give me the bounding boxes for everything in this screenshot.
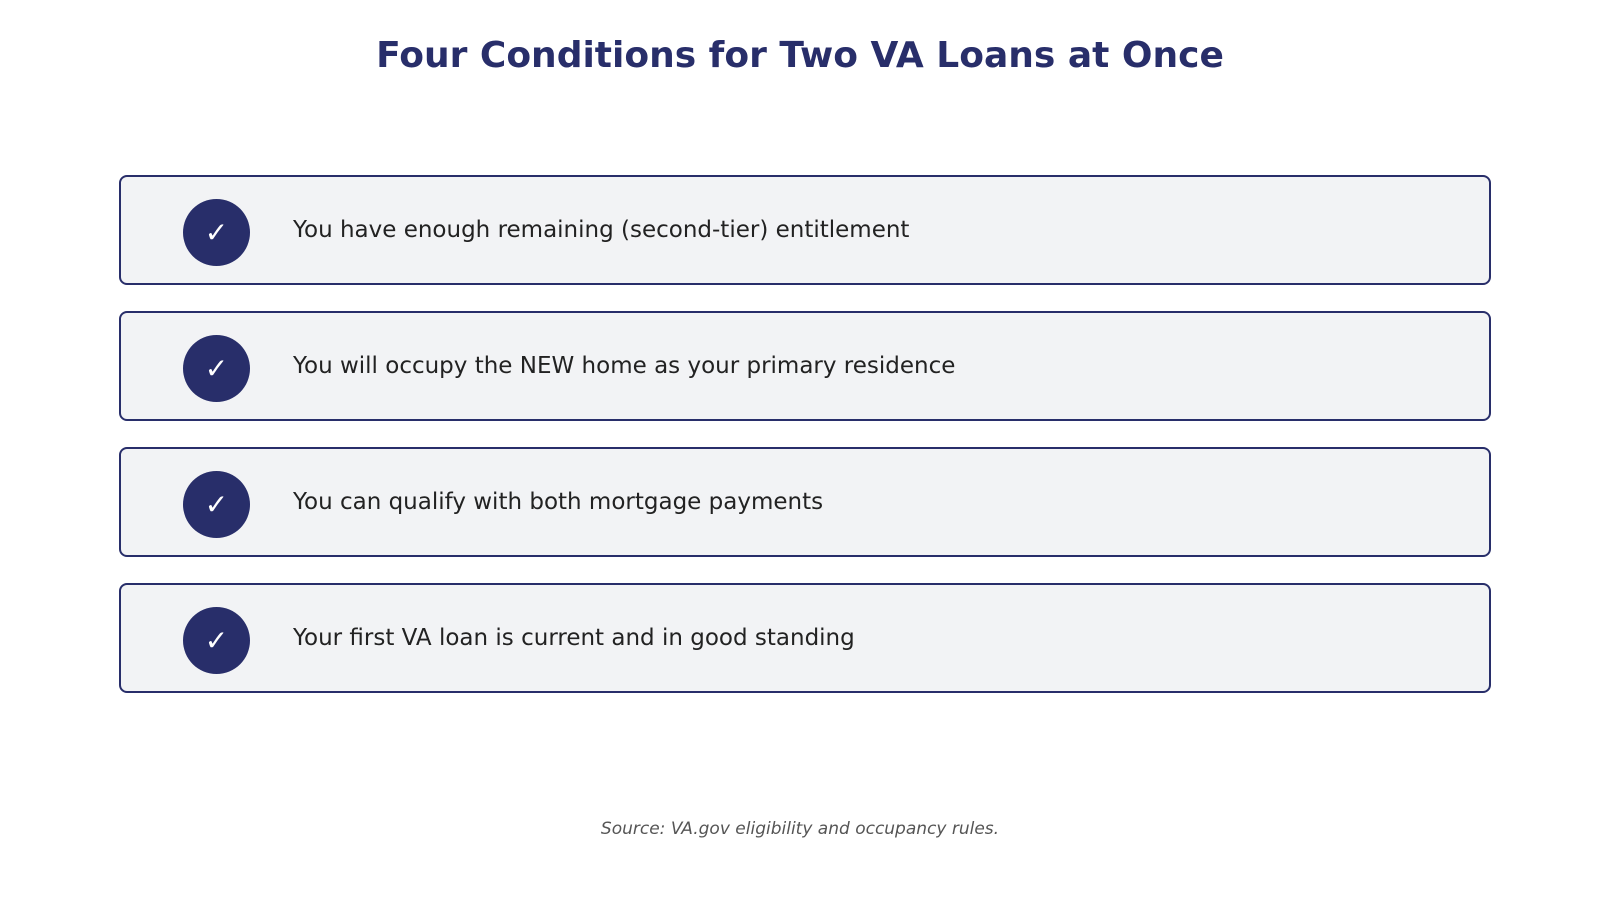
check-icon: ✓ bbox=[183, 199, 250, 266]
source-note: Source: VA.gov eligibility and occupancy rules. bbox=[600, 819, 1000, 839]
condition-text: You will occupy the NEW home as your primary residence bbox=[293, 353, 956, 379]
check-icon: ✓ bbox=[183, 471, 250, 538]
check-icon: ✓ bbox=[183, 607, 250, 674]
condition-card-2 bbox=[119, 311, 1491, 421]
condition-text: You can qualify with both mortgage payments bbox=[293, 489, 824, 515]
condition-card-3 bbox=[119, 447, 1491, 557]
check-icon: ✓ bbox=[183, 335, 250, 402]
conditions-list bbox=[119, 175, 1491, 719]
condition-text: You have enough remaining (second-tier) entitlement bbox=[293, 217, 910, 243]
condition-text: Your first VA loan is current and in good standing bbox=[293, 625, 855, 651]
condition-card-4 bbox=[119, 583, 1491, 693]
condition-card-1 bbox=[119, 175, 1491, 285]
page-title: Four Conditions for Two VA Loans at Once bbox=[376, 35, 1224, 76]
